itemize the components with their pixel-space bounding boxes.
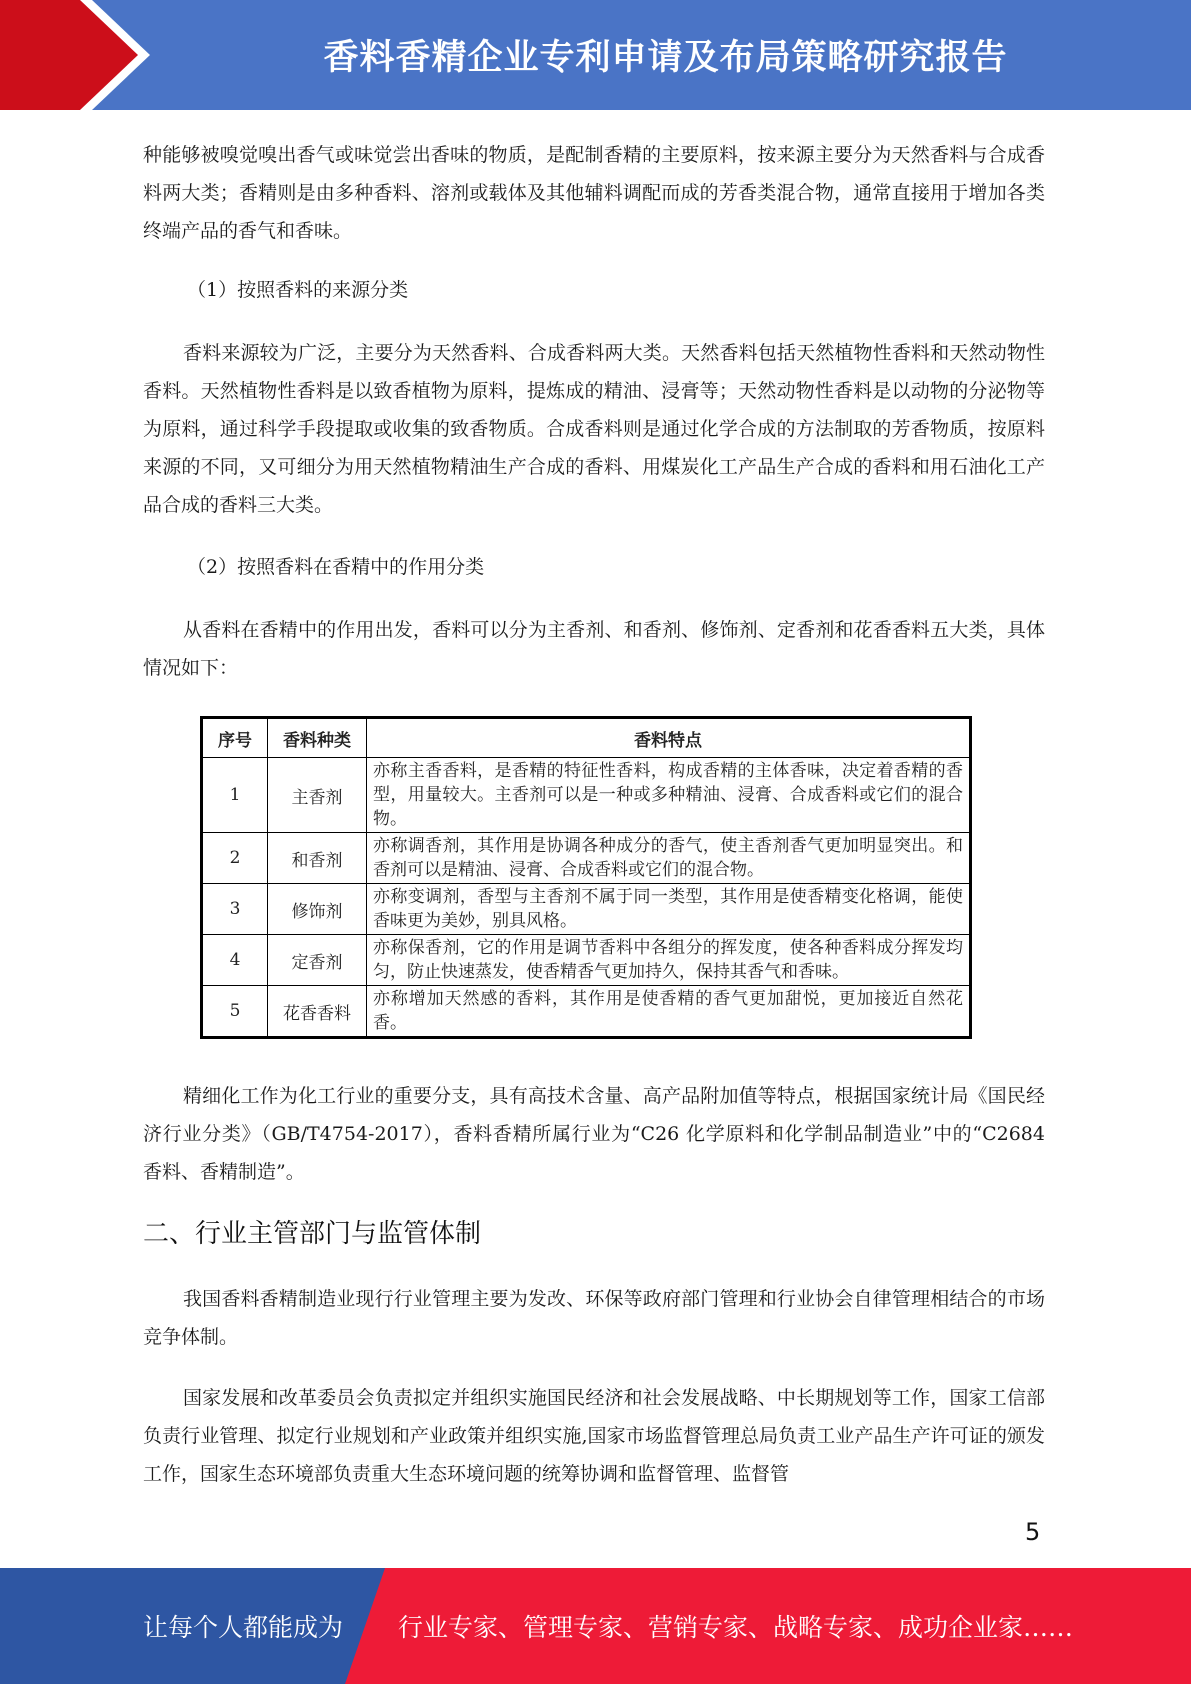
subheading-function-classification: （2）按照香料在香精中的作用分类 <box>187 556 485 578</box>
section-heading-regulation: 二、行业主管部门与监管体制 <box>143 1219 482 1249</box>
table-row <box>202 833 971 884</box>
table-header-row <box>202 718 971 758</box>
report-title: 香料香精企业专利申请及布局策略研究报告 <box>323 38 1008 78</box>
paragraph-regulation: 我国香料香精制造业现行行业管理主要为发改、环保等政府部门管理和行业协会自律管理相结合的市场竞争体制。 <box>143 1288 1045 1348</box>
row-features: 亦称保香剂，它的作用是调节香料中各组分的挥发度，使各种香料成分挥发均匀，防止快速蒸发，使香精香气更加持久，保持其香气和香味。 <box>367 935 971 986</box>
row-kind: 修饰剂 <box>268 884 367 935</box>
header-kind: 香料种类 <box>268 718 367 758</box>
page-footer <box>0 1568 1191 1684</box>
row-features: 亦称主香香料，是香精的特征性香料，构成香精的主体香味，决定着香精的香型，用量较大。主香剂可以是一种或多种精油、浸膏、合成香料或它们的混合物。 <box>367 758 971 833</box>
row-index: 1 <box>202 758 268 833</box>
row-index: 3 <box>202 884 268 935</box>
header-features: 香料特点 <box>367 718 971 758</box>
fragrance-types-table <box>200 716 972 1039</box>
table-row <box>202 884 971 935</box>
row-index: 5 <box>202 986 268 1038</box>
subheading-source-classification: （1）按照香料的来源分类 <box>187 279 409 301</box>
paragraph-industry: 精细化工作为化工行业的重要分支，具有高技术含量、高产品附加值等特点，根据国家统计局《国民经济行业分类》（GB/T4754-2017），香料香精所属行业为“C26 化学原料和化学制品制造业”中的“C2684 香料、香精制造”。 <box>143 1085 1045 1183</box>
row-index: 2 <box>202 833 268 884</box>
paragraph-source: 香料来源较为广泛，主要分为天然香料、合成香料两大类。天然香料包括天然植物性香料和天然动物性香料。天然植物性香料是以致香植物为原料，提炼成的精油、浸膏等；天然动物性香料是以动物的分泌物等为原料，通过科学手段提取或收集的致香物质。合成香料则是通过化学合成的方法制取的芳香物质，按原料来源的不同，又可细分为用天然植物精油生产合成的香料、用煤炭化工产品生产合成的香料和用石油化工产品合成的香料三大类。 <box>143 342 1045 516</box>
header-chevron-arrow <box>0 0 138 110</box>
table-row <box>202 986 971 1038</box>
table-row <box>202 758 971 833</box>
header-index: 序号 <box>202 718 268 758</box>
page-header <box>0 0 1191 110</box>
table-row <box>202 935 971 986</box>
footer-slogan-left: 让每个人都能成为 <box>143 1613 344 1642</box>
footer-slogan-right: 行业专家、管理专家、营销专家、战略专家、成功企业家…… <box>398 1613 1074 1642</box>
row-kind: 花香香料 <box>268 986 367 1038</box>
row-kind: 和香剂 <box>268 833 367 884</box>
paragraph-authorities: 国家发展和改革委员会负责拟定并组织实施国民经济和社会发展战略、中长期规划等工作，国家工信部负责行业管理、拟定行业规划和产业政策并组织实施,国家市场监督管理总局负责工业产品生产许可证的颁发工作，国家生态环境部负责重大生态环境问题的统筹协调和监督管理、监督管 <box>143 1387 1045 1485</box>
row-index: 4 <box>202 935 268 986</box>
row-kind: 定香剂 <box>268 935 367 986</box>
paragraph-function: 从香料在香精中的作用出发，香料可以分为主香剂、和香剂、修饰剂、定香剂和花香香料五大类，具体情况如下： <box>143 619 1045 679</box>
row-kind: 主香剂 <box>268 758 367 833</box>
paragraph-intro: 种能够被嗅觉嗅出香气或味觉尝出香味的物质，是配制香精的主要原料，按来源主要分为天然香料与合成香料两大类；香精则是由多种香料、溶剂或载体及其他辅料调配而成的芳香类混合物，通常直接用于增加各类终端产品的香气和香味。 <box>143 144 1045 242</box>
row-features: 亦称调香剂，其作用是协调各种成分的香气，使主香剂香气更加明显突出。和香剂可以是精油、浸膏、合成香料或它们的混合物。 <box>367 833 971 884</box>
row-features: 亦称变调剂，香型与主香剂不属于同一类型，其作用是使香精变化格调，能使香味更为美妙，别具风格。 <box>367 884 971 935</box>
row-features: 亦称增加天然感的香料，其作用是使香精的香气更加甜悦，更加接近自然花香。 <box>367 986 971 1038</box>
page-number: 5 <box>1025 1518 1041 1546</box>
